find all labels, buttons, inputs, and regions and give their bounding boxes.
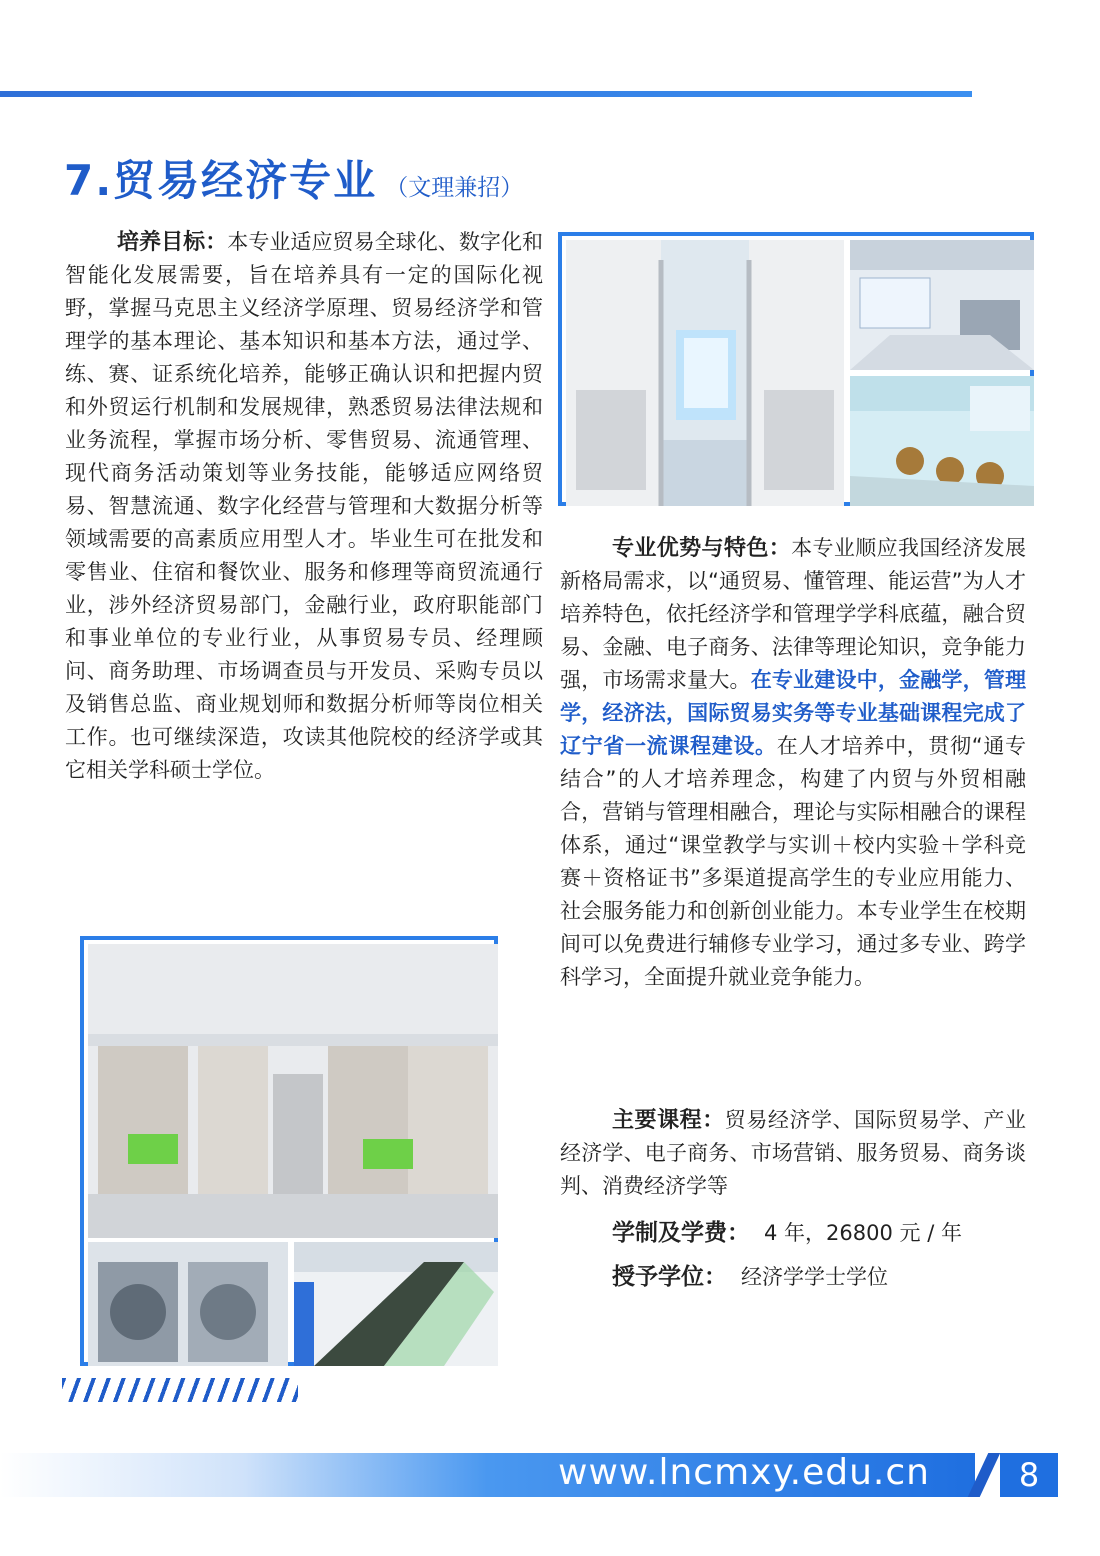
training-goal-section xyxy=(65,226,543,787)
degree-value: 经济学学士学位 xyxy=(741,1265,888,1289)
title-text: 7.贸易经济专业 xyxy=(64,156,378,205)
lobby-photo xyxy=(850,240,1034,370)
advantages-part1: 本专业顺应我国经济发展新格局需求，以“通贸易、懂管理、能运营”为人才培养特色，依托经济学和管理学学科底蕴，融合贸易、金融、电子商务、法律等理论知识，竞争能力强，市场需求量大。 xyxy=(560,536,1026,692)
training-goal-body: 本专业适应贸易全球化、数字化和智能化发展需要，旨在培养具有一定的国际化视野，掌握马克思主义经济学原理、贸易经济学和管理学的基本理论、基本知识和基本方法，通过学、练、赛、证系统化培养，能够正确认识和把握内贸和外贸运行机制和发展规律，熟悉贸易法律法规和业务流程，掌握市场分析、零售贸易、流通管理、现代商务活动策划等业务技能，能够适应网络贸易、智慧流通、数字化经营与管理和大数据分析等领域需要的高素质应用型人才。毕业生可在批发和零售业、住宿和餐饮业、服务和修理等商贸流通行业，涉外经济贸易部门，金融行业，政府职能部门和事业单位的专业行业，从事贸易专员、经理顾问、商务助理、市场调查员与开发员、采购专员以及销售总监、商业规划师和数据分析师等岗位相关工作。也可继续深造，攻读其他院校的经济学或其它相关学科硕士学位。 xyxy=(65,230,543,782)
decorative-stripes xyxy=(62,1378,298,1402)
photo-collage-top xyxy=(558,232,1034,506)
courses-section xyxy=(560,1104,1026,1203)
courses-body: 贸易经济学、国际贸易学、产业经济学、电子商务、市场营销、服务贸易、商务谈判、消费经济学等 xyxy=(560,1108,1026,1198)
escalator-photo xyxy=(294,1242,498,1366)
training-goal-heading: 培养目标： xyxy=(117,229,228,255)
advantages-heading: 专业优势与特色： xyxy=(612,535,792,561)
lounge-photo xyxy=(850,376,1034,506)
page-title xyxy=(64,148,523,208)
photo-collage-bottom xyxy=(80,936,498,1366)
footer-url: www.lncmxy.edu.cn xyxy=(558,1452,930,1493)
laundry-photo xyxy=(88,1242,288,1366)
title-subtitle: （文理兼招） xyxy=(385,175,524,201)
courses-heading: 主要课程： xyxy=(612,1107,725,1133)
degree-heading: 授予学位： xyxy=(612,1263,727,1290)
duration-heading: 学制及学费： xyxy=(612,1219,750,1246)
page-number: 8 xyxy=(1000,1453,1058,1497)
dorm-room-photo xyxy=(566,240,844,506)
dorm-desk-photo xyxy=(88,944,498,1238)
duration-value: 4 年，26800 元 / 年 xyxy=(764,1221,962,1245)
advantages-section xyxy=(560,532,1026,994)
duration-row xyxy=(612,1214,962,1247)
degree-row xyxy=(612,1258,888,1291)
advantages-highlight: 在专业建设中，金融学，管理学，经济法，国际贸易实务等专业基础课程完成了辽宁省一流课程建设。 xyxy=(560,668,1027,758)
top-rule xyxy=(0,91,972,97)
advantages-part2: 在人才培养中，贯彻“通专结合”的人才培养理念，构建了内贸与外贸相融合，营销与管理相融合，理论与实际相融合的课程体系，通过“课堂教学与实训＋校内实验＋学科竞赛＋资格证书”多渠道提高学生的专业应用能力、社会服务能力和创新创业能力。本专业学生在校期间可以免费进行辅修专业学习，通过多专业、跨学科学习，全面提升就业竞争能力。 xyxy=(560,734,1026,989)
